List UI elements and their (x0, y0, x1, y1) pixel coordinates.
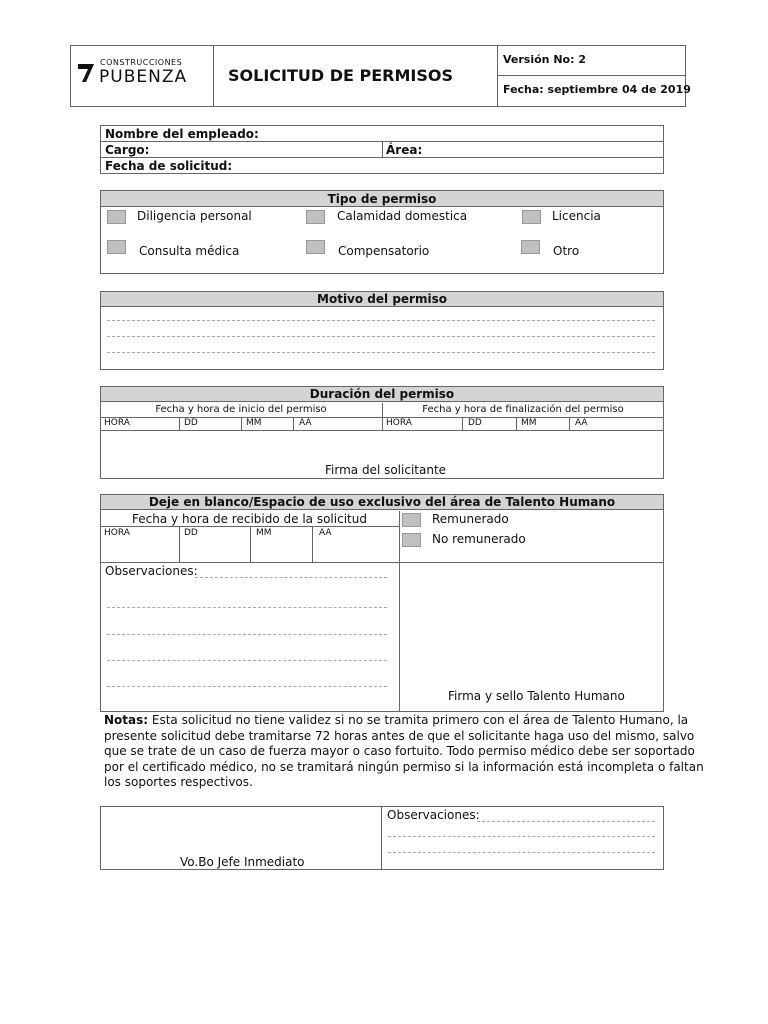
cargo-label: Cargo: (105, 143, 150, 157)
col-divider (179, 417, 180, 430)
col-divider (241, 417, 242, 430)
checkbox-diligencia[interactable] (107, 210, 126, 224)
col-divider (516, 417, 517, 430)
notes-line: presente solicitud debe tramitarse 72 horas antes de que el solicitante haga uso del mismo, salvo (104, 728, 695, 743)
boss-observations-label: Observaciones: (387, 808, 480, 822)
document-title: SOLICITUD DE PERMISOS (228, 66, 454, 85)
notes-line (104, 713, 689, 729)
hr-observation-line[interactable] (107, 634, 387, 635)
col-divider (381, 806, 382, 870)
version-label: Versión No: 2 (503, 53, 586, 66)
unpaid-label: No remunerado (432, 532, 526, 546)
notes-line: por el certificado médico, no se tramitará ningún permiso si la información está incompleta o faltan (104, 759, 704, 774)
permit-type-title: Tipo de permiso (327, 192, 437, 206)
reason-line[interactable] (107, 352, 655, 353)
notes-text: Esta solicitud no tiene validez si no se tramita primero con el área de Talento Humano, la (151, 713, 689, 727)
employee-name-label: Nombre del empleado: (105, 127, 259, 141)
option-calamidad: Calamidad domestica (337, 209, 468, 223)
checkbox-licencia[interactable] (522, 210, 541, 224)
header-divider (213, 45, 214, 107)
boss-signature-label: Vo.Bo Jefe Inmediato (180, 855, 305, 869)
end-date-label: Fecha y hora de finalización del permiso (422, 404, 624, 415)
col-divider (293, 417, 294, 430)
checkbox-paid[interactable] (402, 513, 421, 527)
logo-text-bottom: PUBENZA (99, 67, 188, 87)
received-hour-field[interactable]: HORA (104, 528, 130, 538)
row-divider (100, 157, 664, 158)
row-divider (100, 562, 664, 563)
start-day-field[interactable]: DD (184, 418, 198, 428)
paid-label: Remunerado (432, 512, 509, 526)
boss-observation-line[interactable] (477, 821, 655, 822)
notes-line: que se trate de un caso de fuerza mayor o caso fortuito. Todo permiso médico debe ser soportado (104, 744, 695, 758)
end-year-field[interactable]: AA (575, 418, 588, 428)
end-hour-field[interactable]: HORA (386, 418, 412, 428)
col-divider (462, 417, 463, 430)
hr-observation-line[interactable] (107, 607, 387, 608)
start-date-label: Fecha y hora de inicio del permiso (155, 404, 327, 415)
col-divider (569, 417, 570, 430)
checkbox-unpaid[interactable] (402, 533, 421, 547)
option-compensatorio: Compensatorio (338, 244, 430, 258)
hr-observation-line[interactable] (107, 660, 387, 661)
col-divider (250, 526, 251, 562)
date-label: Fecha: septiembre 04 de 2019 (503, 83, 691, 96)
company-logo (76, 56, 208, 92)
start-year-field[interactable]: AA (299, 418, 312, 428)
checkbox-otro[interactable] (521, 240, 540, 254)
checkbox-compensatorio[interactable] (306, 240, 325, 254)
option-licencia: Licencia (552, 209, 601, 223)
row-divider (100, 430, 664, 431)
area-label: Área: (386, 143, 423, 157)
notes-block (104, 713, 704, 791)
logo-text-top: CONSTRUCCIONES (100, 58, 183, 67)
checkbox-consulta[interactable] (107, 240, 126, 254)
hr-observation-line[interactable] (195, 577, 387, 578)
boss-observation-line[interactable] (388, 852, 655, 853)
received-day-field[interactable]: DD (184, 528, 198, 538)
received-year-field[interactable]: AA (319, 528, 332, 538)
col-divider (179, 526, 180, 562)
col-divider (382, 141, 383, 157)
hr-title: Deje en blanco/Espacio de uso exclusivo del área de Talento Humano (148, 495, 616, 509)
hr-observations-label: Observaciones: (105, 564, 198, 578)
logo-mark-icon (76, 60, 98, 86)
notes-line: los soportes respectivos. (104, 775, 253, 789)
checkbox-calamidad[interactable] (306, 210, 325, 224)
option-otro: Otro (553, 244, 580, 258)
col-divider (399, 511, 400, 712)
duration-title: Duración del permiso (309, 387, 455, 401)
reason-line[interactable] (107, 320, 655, 321)
reason-line[interactable] (107, 336, 655, 337)
applicant-signature-label: Firma del solicitante (325, 463, 447, 477)
end-day-field[interactable]: DD (468, 418, 482, 428)
end-month-field[interactable]: MM (521, 418, 537, 428)
hr-signature-label: Firma y sello Talento Humano (448, 689, 625, 703)
option-consulta: Consulta médica (139, 244, 240, 258)
col-divider (312, 526, 313, 562)
received-date-label: Fecha y hora de recibido de la solicitud (132, 512, 367, 526)
header-divider (497, 75, 686, 76)
start-month-field[interactable]: MM (246, 418, 262, 428)
hr-observation-line[interactable] (107, 686, 387, 687)
boss-observation-line[interactable] (388, 836, 655, 837)
reason-title: Motivo del permiso (317, 292, 447, 306)
header-divider (497, 45, 498, 107)
option-diligencia: Diligencia personal (137, 209, 252, 223)
start-hour-field[interactable]: HORA (104, 418, 130, 428)
request-date-label: Fecha de solicitud: (105, 159, 233, 173)
notes-label: Notas: (104, 713, 149, 727)
received-month-field[interactable]: MM (256, 528, 272, 538)
